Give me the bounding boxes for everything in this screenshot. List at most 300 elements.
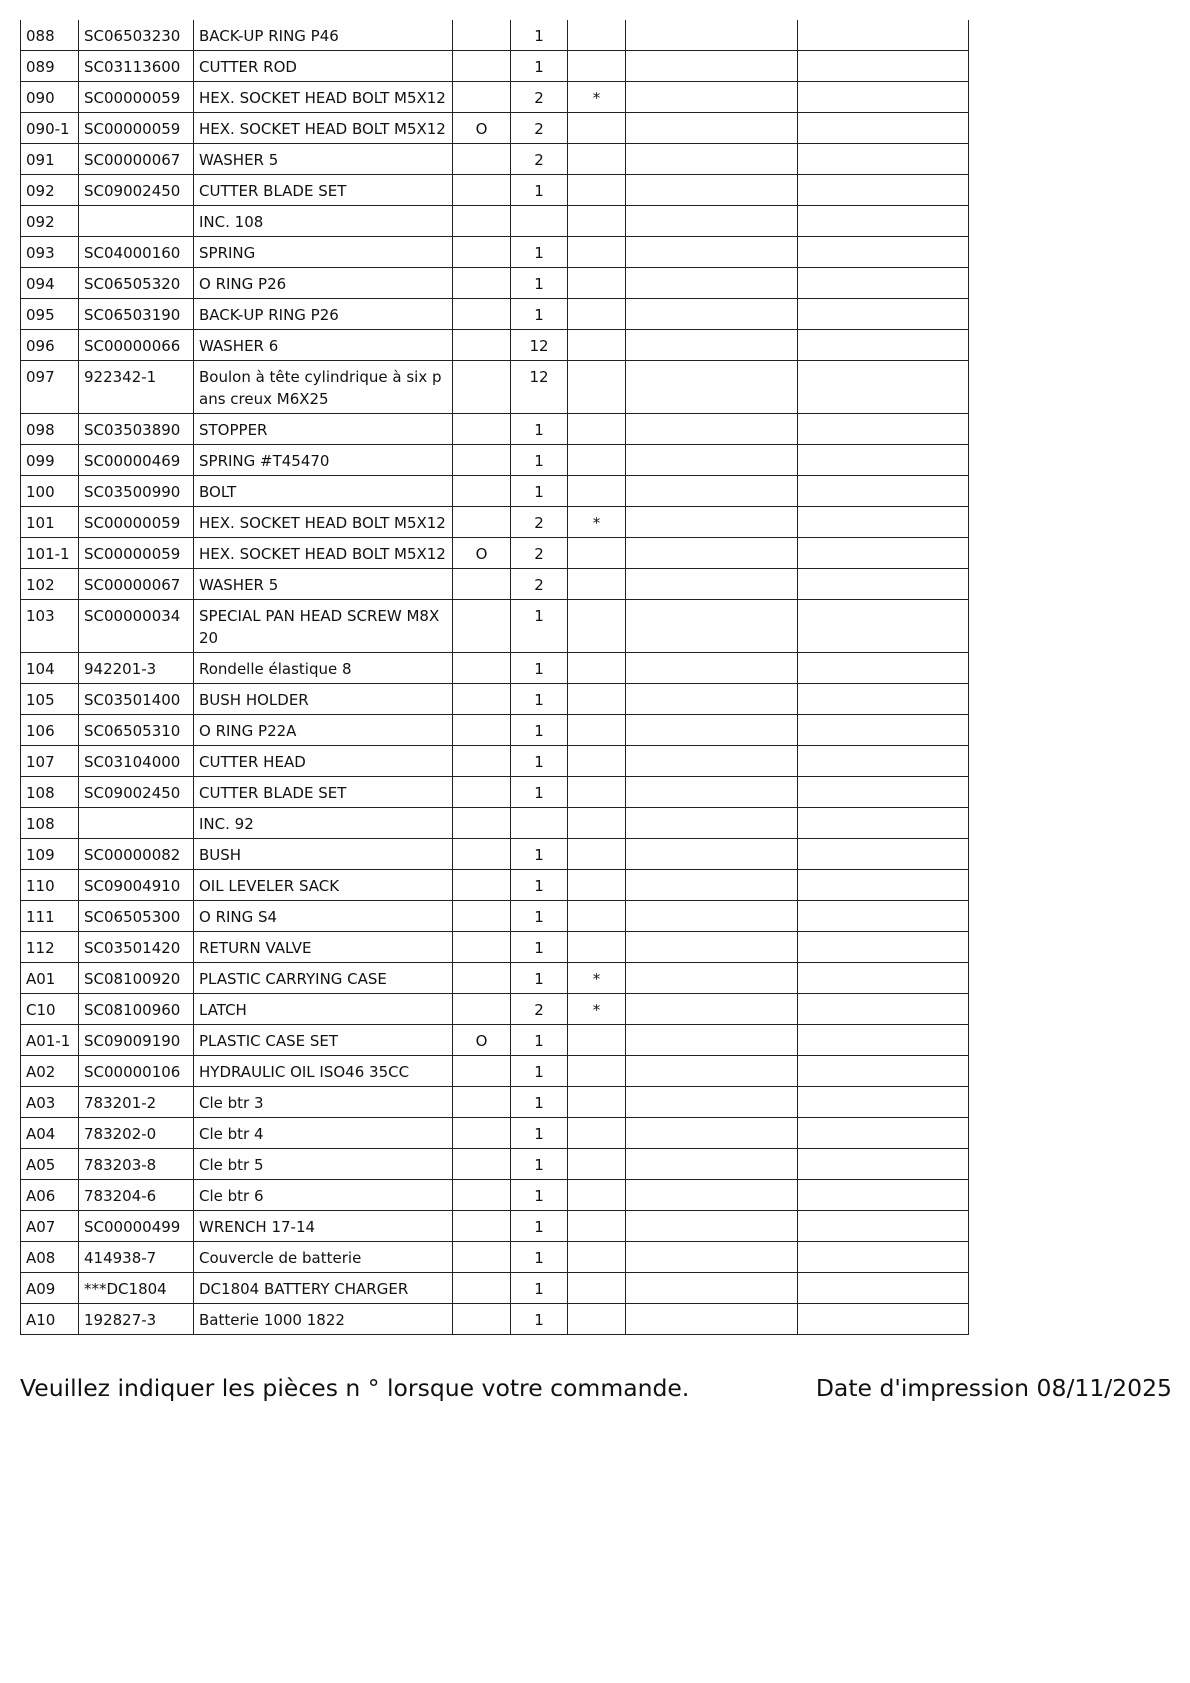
note-cell: [798, 901, 969, 932]
part-number-cell: SC09002450: [79, 777, 194, 808]
note-cell: [626, 507, 798, 538]
note-cell: [626, 932, 798, 963]
star-flag-cell: [568, 51, 626, 82]
note-cell: [798, 1242, 969, 1273]
item-number-cell: 093: [21, 237, 79, 268]
quantity-cell: 1: [511, 414, 568, 445]
note-cell: [798, 1025, 969, 1056]
description-cell: HEX. SOCKET HEAD BOLT M5X12: [194, 113, 453, 144]
mark-cell: [453, 963, 511, 994]
part-number-cell: SC06503230: [79, 20, 194, 51]
part-number-cell: 783201-2: [79, 1087, 194, 1118]
star-flag-cell: [568, 870, 626, 901]
part-number-cell: SC09009190: [79, 1025, 194, 1056]
table-row: [21, 82, 969, 113]
description-cell: SPECIAL PAN HEAD SCREW M8X20: [194, 600, 453, 653]
note-cell: [626, 175, 798, 206]
star-flag-cell: *: [568, 994, 626, 1025]
part-number-cell: SC00000066: [79, 330, 194, 361]
note-cell: [626, 777, 798, 808]
mark-cell: [453, 777, 511, 808]
mark-cell: [453, 1211, 511, 1242]
star-flag-cell: [568, 569, 626, 600]
star-flag-cell: [568, 808, 626, 839]
table-row: [21, 1242, 969, 1273]
item-number-cell: 088: [21, 20, 79, 51]
parts-table: [20, 20, 969, 1335]
note-cell: [798, 839, 969, 870]
part-number-cell: SC09004910: [79, 870, 194, 901]
mark-cell: [453, 808, 511, 839]
part-number-cell: SC06505310: [79, 715, 194, 746]
quantity-cell: 2: [511, 507, 568, 538]
table-row: [21, 51, 969, 82]
part-number-cell: SC00000059: [79, 113, 194, 144]
table-row: [21, 175, 969, 206]
note-cell: [798, 600, 969, 653]
table-row: [21, 901, 969, 932]
description-cell: WRENCH 17-14: [194, 1211, 453, 1242]
quantity-cell: 1: [511, 870, 568, 901]
quantity-cell: 1: [511, 237, 568, 268]
part-number-cell: SC03500990: [79, 476, 194, 507]
part-number-cell: SC00000059: [79, 538, 194, 569]
quantity-cell: 2: [511, 113, 568, 144]
quantity-cell: 1: [511, 175, 568, 206]
part-number-cell: 414938-7: [79, 1242, 194, 1273]
table-row: [21, 268, 969, 299]
note-cell: [798, 653, 969, 684]
table-row: [21, 1118, 969, 1149]
note-cell: [798, 777, 969, 808]
item-number-cell: A04: [21, 1118, 79, 1149]
quantity-cell: 1: [511, 445, 568, 476]
mark-cell: [453, 870, 511, 901]
star-flag-cell: *: [568, 507, 626, 538]
note-cell: [626, 51, 798, 82]
table-row: [21, 1304, 969, 1335]
note-cell: [798, 330, 969, 361]
quantity-cell: 1: [511, 1211, 568, 1242]
table-row: [21, 684, 969, 715]
note-cell: [626, 538, 798, 569]
part-number-cell: SC00000067: [79, 569, 194, 600]
star-flag-cell: [568, 113, 626, 144]
description-cell: WASHER 5: [194, 569, 453, 600]
note-cell: [798, 414, 969, 445]
description-cell: BUSH HOLDER: [194, 684, 453, 715]
part-number-cell: SC00000499: [79, 1211, 194, 1242]
quantity-cell: 2: [511, 994, 568, 1025]
quantity-cell: 1: [511, 268, 568, 299]
part-number-cell: SC03503890: [79, 414, 194, 445]
item-number-cell: A05: [21, 1149, 79, 1180]
mark-cell: [453, 414, 511, 445]
mark-cell: [453, 299, 511, 330]
quantity-cell: 1: [511, 1025, 568, 1056]
table-row: [21, 746, 969, 777]
table-row: [21, 839, 969, 870]
quantity-cell: 1: [511, 20, 568, 51]
table-row: [21, 476, 969, 507]
mark-cell: [453, 1180, 511, 1211]
item-number-cell: 106: [21, 715, 79, 746]
note-cell: [798, 144, 969, 175]
note-cell: [798, 870, 969, 901]
mark-cell: [453, 1118, 511, 1149]
description-cell: Rondelle élastique 8: [194, 653, 453, 684]
item-number-cell: 109: [21, 839, 79, 870]
note-cell: [626, 1087, 798, 1118]
quantity-cell: 1: [511, 600, 568, 653]
description-cell: LATCH: [194, 994, 453, 1025]
note-cell: [626, 963, 798, 994]
mark-cell: [453, 994, 511, 1025]
table-row: [21, 507, 969, 538]
quantity-cell: 1: [511, 777, 568, 808]
note-cell: [798, 569, 969, 600]
star-flag-cell: [568, 268, 626, 299]
note-cell: [798, 1273, 969, 1304]
part-number-cell: SC03501420: [79, 932, 194, 963]
note-cell: [798, 808, 969, 839]
note-cell: [626, 1304, 798, 1335]
description-cell: Cle btr 4: [194, 1118, 453, 1149]
item-number-cell: 103: [21, 600, 79, 653]
table-row: [21, 777, 969, 808]
mark-cell: [453, 476, 511, 507]
description-cell: STOPPER: [194, 414, 453, 445]
description-cell: HYDRAULIC OIL ISO46 35CC: [194, 1056, 453, 1087]
mark-cell: [453, 715, 511, 746]
note-cell: [626, 994, 798, 1025]
part-number-cell: SC00000059: [79, 507, 194, 538]
star-flag-cell: [568, 1118, 626, 1149]
mark-cell: [453, 237, 511, 268]
quantity-cell: 1: [511, 963, 568, 994]
note-cell: [798, 206, 969, 237]
description-cell: RETURN VALVE: [194, 932, 453, 963]
note-cell: [626, 82, 798, 113]
table-row: [21, 870, 969, 901]
note-cell: [798, 268, 969, 299]
part-number-cell: SC09002450: [79, 175, 194, 206]
star-flag-cell: [568, 1304, 626, 1335]
table-row: [21, 445, 969, 476]
star-flag-cell: [568, 20, 626, 51]
description-cell: O RING P26: [194, 268, 453, 299]
star-flag-cell: [568, 684, 626, 715]
note-cell: [626, 330, 798, 361]
quantity-cell: 1: [511, 901, 568, 932]
note-cell: [798, 963, 969, 994]
mark-cell: O: [453, 538, 511, 569]
part-number-cell: [79, 206, 194, 237]
description-cell: CUTTER BLADE SET: [194, 777, 453, 808]
description-cell: O RING P22A: [194, 715, 453, 746]
star-flag-cell: [568, 777, 626, 808]
mark-cell: [453, 268, 511, 299]
star-flag-cell: [568, 600, 626, 653]
quantity-cell: 1: [511, 932, 568, 963]
table-row: [21, 715, 969, 746]
description-cell: HEX. SOCKET HEAD BOLT M5X12: [194, 538, 453, 569]
description-cell: SPRING: [194, 237, 453, 268]
parts-table-body: [21, 20, 969, 1335]
item-number-cell: A06: [21, 1180, 79, 1211]
note-cell: [626, 1118, 798, 1149]
part-number-cell: SC00000059: [79, 82, 194, 113]
item-number-cell: 102: [21, 569, 79, 600]
quantity-cell: 1: [511, 653, 568, 684]
quantity-cell: 1: [511, 1180, 568, 1211]
description-cell: Cle btr 5: [194, 1149, 453, 1180]
table-row: [21, 1149, 969, 1180]
description-cell: INC. 92: [194, 808, 453, 839]
item-number-cell: A10: [21, 1304, 79, 1335]
note-cell: [626, 445, 798, 476]
mark-cell: [453, 20, 511, 51]
mark-cell: [453, 51, 511, 82]
table-row: [21, 1273, 969, 1304]
mark-cell: [453, 507, 511, 538]
quantity-cell: 2: [511, 144, 568, 175]
mark-cell: [453, 206, 511, 237]
description-cell: BACK-UP RING P46: [194, 20, 453, 51]
note-cell: [626, 237, 798, 268]
note-cell: [798, 538, 969, 569]
item-number-cell: 111: [21, 901, 79, 932]
item-number-cell: 101-1: [21, 538, 79, 569]
description-cell: BUSH: [194, 839, 453, 870]
star-flag-cell: [568, 839, 626, 870]
star-flag-cell: *: [568, 963, 626, 994]
item-number-cell: 099: [21, 445, 79, 476]
star-flag-cell: [568, 746, 626, 777]
quantity-cell: 2: [511, 82, 568, 113]
note-cell: [798, 1304, 969, 1335]
print-date: Date d'impression 08/11/2025: [815, 1374, 1172, 1402]
table-row: [21, 600, 969, 653]
star-flag-cell: [568, 932, 626, 963]
note-cell: [798, 1149, 969, 1180]
note-cell: [798, 82, 969, 113]
item-number-cell: 101: [21, 507, 79, 538]
note-cell: [626, 870, 798, 901]
star-flag-cell: [568, 1025, 626, 1056]
item-number-cell: 095: [21, 299, 79, 330]
star-flag-cell: [568, 237, 626, 268]
description-cell: BOLT: [194, 476, 453, 507]
part-number-cell: SC06505320: [79, 268, 194, 299]
star-flag-cell: [568, 206, 626, 237]
table-row: [21, 1056, 969, 1087]
note-cell: [626, 1025, 798, 1056]
description-cell: BACK-UP RING P26: [194, 299, 453, 330]
note-cell: [798, 175, 969, 206]
quantity-cell: 1: [511, 746, 568, 777]
mark-cell: [453, 144, 511, 175]
note-cell: [798, 1087, 969, 1118]
mark-cell: [453, 569, 511, 600]
star-flag-cell: [568, 1242, 626, 1273]
star-flag-cell: *: [568, 82, 626, 113]
mark-cell: [453, 932, 511, 963]
star-flag-cell: [568, 653, 626, 684]
quantity-cell: 2: [511, 569, 568, 600]
item-number-cell: 110: [21, 870, 79, 901]
quantity-cell: 1: [511, 1242, 568, 1273]
quantity-cell: 1: [511, 299, 568, 330]
star-flag-cell: [568, 538, 626, 569]
table-row: [21, 361, 969, 414]
star-flag-cell: [568, 299, 626, 330]
mark-cell: [453, 600, 511, 653]
table-row: [21, 20, 969, 51]
note-cell: [798, 1056, 969, 1087]
quantity-cell: 1: [511, 1056, 568, 1087]
mark-cell: [453, 1149, 511, 1180]
part-number-cell: SC06505300: [79, 901, 194, 932]
table-row: [21, 808, 969, 839]
quantity-cell: 1: [511, 684, 568, 715]
note-cell: [626, 414, 798, 445]
mark-cell: [453, 175, 511, 206]
table-row: [21, 994, 969, 1025]
note-cell: [798, 932, 969, 963]
description-cell: O RING S4: [194, 901, 453, 932]
note-cell: [626, 1273, 798, 1304]
item-number-cell: C10: [21, 994, 79, 1025]
description-cell: DC1804 BATTERY CHARGER: [194, 1273, 453, 1304]
table-row: [21, 1180, 969, 1211]
description-cell: Couvercle de batterie: [194, 1242, 453, 1273]
part-number-cell: 783202-0: [79, 1118, 194, 1149]
item-number-cell: 090: [21, 82, 79, 113]
part-number-cell: SC03113600: [79, 51, 194, 82]
item-number-cell: 107: [21, 746, 79, 777]
part-number-cell: SC00000067: [79, 144, 194, 175]
table-row: [21, 206, 969, 237]
star-flag-cell: [568, 901, 626, 932]
note-cell: [798, 361, 969, 414]
star-flag-cell: [568, 715, 626, 746]
star-flag-cell: [568, 476, 626, 507]
note-cell: [626, 476, 798, 507]
star-flag-cell: [568, 1056, 626, 1087]
part-number-cell: SC00000106: [79, 1056, 194, 1087]
note-cell: [798, 746, 969, 777]
item-number-cell: 098: [21, 414, 79, 445]
mark-cell: [453, 82, 511, 113]
note-cell: [798, 299, 969, 330]
item-number-cell: 108: [21, 808, 79, 839]
part-number-cell: SC00000469: [79, 445, 194, 476]
quantity-cell: 12: [511, 361, 568, 414]
note-cell: [626, 569, 798, 600]
mark-cell: [453, 1304, 511, 1335]
description-cell: Cle btr 6: [194, 1180, 453, 1211]
part-number-cell: SC06503190: [79, 299, 194, 330]
quantity-cell: 1: [511, 476, 568, 507]
note-cell: [626, 206, 798, 237]
note-cell: [626, 144, 798, 175]
part-number-cell: ***DC1804: [79, 1273, 194, 1304]
note-cell: [798, 1180, 969, 1211]
mark-cell: [453, 684, 511, 715]
part-number-cell: SC04000160: [79, 237, 194, 268]
quantity-cell: [511, 206, 568, 237]
part-number-cell: SC08100920: [79, 963, 194, 994]
star-flag-cell: [568, 1149, 626, 1180]
item-number-cell: A08: [21, 1242, 79, 1273]
mark-cell: [453, 839, 511, 870]
note-cell: [626, 1056, 798, 1087]
table-row: [21, 144, 969, 175]
item-number-cell: 091: [21, 144, 79, 175]
star-flag-cell: [568, 175, 626, 206]
note-cell: [798, 113, 969, 144]
mark-cell: O: [453, 1025, 511, 1056]
star-flag-cell: [568, 1087, 626, 1118]
description-cell: SPRING #T45470: [194, 445, 453, 476]
item-number-cell: 094: [21, 268, 79, 299]
description-cell: CUTTER ROD: [194, 51, 453, 82]
table-row: [21, 113, 969, 144]
note-cell: [626, 1149, 798, 1180]
description-cell: WASHER 6: [194, 330, 453, 361]
star-flag-cell: [568, 1211, 626, 1242]
star-flag-cell: [568, 414, 626, 445]
quantity-cell: 12: [511, 330, 568, 361]
part-number-cell: 922342-1: [79, 361, 194, 414]
note-cell: [626, 1242, 798, 1273]
description-cell: HEX. SOCKET HEAD BOLT M5X12: [194, 82, 453, 113]
description-cell: CUTTER HEAD: [194, 746, 453, 777]
description-cell: OIL LEVELER SACK: [194, 870, 453, 901]
quantity-cell: 1: [511, 839, 568, 870]
note-cell: [626, 299, 798, 330]
table-row: [21, 1211, 969, 1242]
item-number-cell: A03: [21, 1087, 79, 1118]
quantity-cell: 1: [511, 1273, 568, 1304]
item-number-cell: 104: [21, 653, 79, 684]
note-cell: [798, 994, 969, 1025]
part-number-cell: SC03104000: [79, 746, 194, 777]
quantity-cell: 1: [511, 1149, 568, 1180]
description-cell: HEX. SOCKET HEAD BOLT M5X12: [194, 507, 453, 538]
item-number-cell: A02: [21, 1056, 79, 1087]
mark-cell: [453, 445, 511, 476]
quantity-cell: 1: [511, 715, 568, 746]
mark-cell: [453, 1056, 511, 1087]
description-cell: PLASTIC CARRYING CASE: [194, 963, 453, 994]
description-cell: CUTTER BLADE SET: [194, 175, 453, 206]
table-row: [21, 963, 969, 994]
star-flag-cell: [568, 144, 626, 175]
note-cell: [626, 20, 798, 51]
note-cell: [798, 715, 969, 746]
note-cell: [626, 361, 798, 414]
note-cell: [798, 237, 969, 268]
description-cell: Batterie 1000 1822: [194, 1304, 453, 1335]
note-cell: [626, 113, 798, 144]
note-cell: [626, 746, 798, 777]
part-number-cell: 942201-3: [79, 653, 194, 684]
note-cell: [626, 684, 798, 715]
note-cell: [626, 715, 798, 746]
star-flag-cell: [568, 1180, 626, 1211]
